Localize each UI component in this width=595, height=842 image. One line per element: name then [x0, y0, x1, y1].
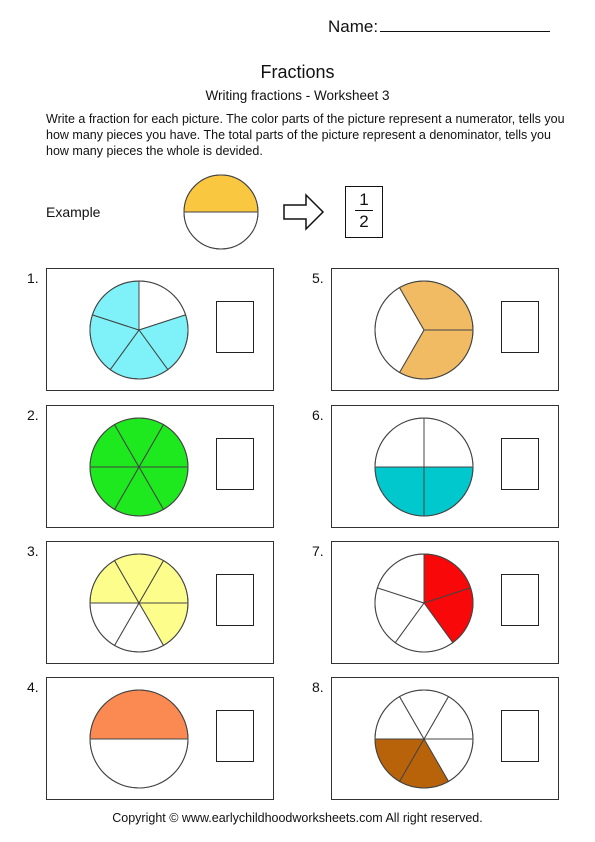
example-answer-box: [345, 186, 383, 238]
problem-number: 3.: [27, 543, 39, 559]
example-denominator: 2: [359, 212, 369, 231]
problem-number: 6.: [312, 407, 324, 423]
answer-box[interactable]: [216, 574, 254, 626]
answer-box[interactable]: [501, 438, 539, 490]
example-label: Example: [46, 204, 101, 220]
problem-number: 2.: [27, 407, 39, 423]
pie-group: [375, 554, 473, 652]
pie-group: [90, 690, 188, 788]
pie-slice-blank: [375, 418, 424, 467]
pie-slice-blank: [90, 739, 188, 788]
instructions-text: Write a fraction for each picture. The color parts of the picture represent a numerator, tells you how many pieces you have. The total parts of the picture represent a denominator, tells you how many pieces the whole is devided.: [46, 112, 565, 158]
answer-box[interactable]: [501, 574, 539, 626]
problem-number: 5.: [312, 270, 324, 286]
pie-slice-colored: [184, 175, 258, 212]
problem-number: 4.: [27, 679, 39, 695]
right-arrow-icon: [284, 195, 323, 229]
answer-box[interactable]: [501, 710, 539, 762]
name-label: Name:: [328, 17, 379, 36]
pie-group: [90, 418, 188, 516]
problem-panel: [46, 268, 274, 391]
pie-slice-colored: [90, 690, 188, 739]
pie-slice-colored: [375, 467, 424, 516]
pie-slice-blank: [424, 418, 473, 467]
problem-panel: [331, 541, 559, 664]
answer-box[interactable]: [216, 301, 254, 353]
pie-group: [375, 690, 473, 788]
problem-panel: [46, 405, 274, 528]
pie-slice-colored: [424, 467, 473, 516]
problem-number: 7.: [312, 543, 324, 559]
pie-group: [90, 554, 188, 652]
example-numerator: 1: [359, 190, 369, 209]
answer-box[interactable]: [216, 710, 254, 762]
pie-group: [90, 281, 188, 379]
answer-box[interactable]: [216, 438, 254, 490]
worksheet-title: Fractions: [260, 62, 335, 82]
example-pie: [184, 175, 258, 249]
pie-group: [375, 281, 473, 379]
answer-box[interactable]: [501, 301, 539, 353]
worksheet-subtitle: Writing fractions - Worksheet 3: [205, 88, 390, 103]
problem-number: 1.: [27, 270, 39, 286]
problem-panel: [331, 268, 559, 391]
copyright-text: Copyright © www.earlychildhoodworksheets.com All right reserved.: [112, 811, 483, 825]
pie-slice-blank: [184, 212, 258, 249]
problem-panel: [331, 405, 559, 528]
problem-number: 8.: [312, 679, 324, 695]
problem-panel: [46, 677, 274, 800]
problem-panel: [46, 541, 274, 664]
pie-group: [375, 418, 473, 516]
problem-panel: [331, 677, 559, 800]
